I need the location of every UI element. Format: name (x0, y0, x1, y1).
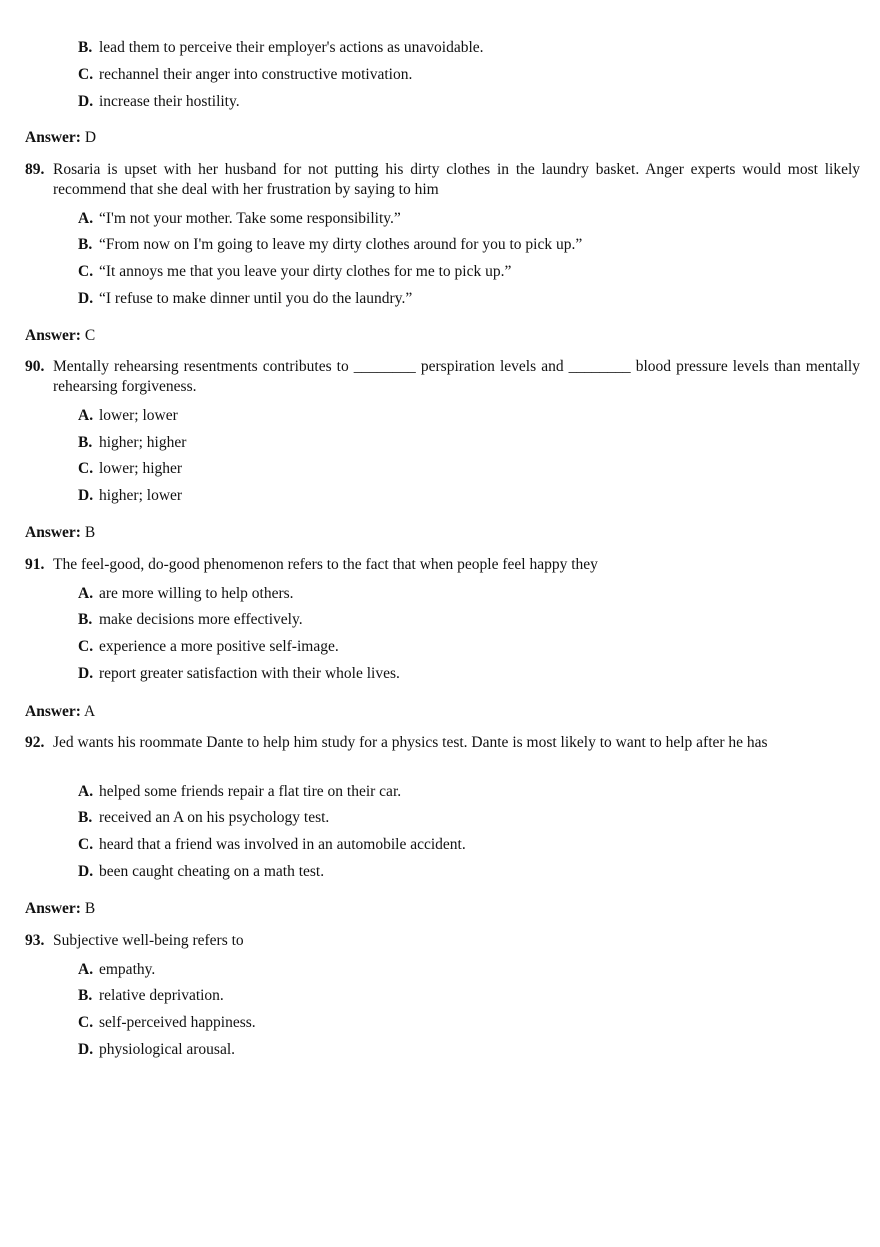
option-c (78, 65, 858, 85)
option-a (78, 782, 858, 802)
answer-line (25, 523, 95, 543)
option-letter: C. (78, 460, 94, 477)
option-d (78, 862, 858, 882)
question-number: 92. (25, 734, 45, 751)
question-92 (25, 733, 860, 753)
answer-value: B (84, 900, 96, 917)
option-text: heard that a friend was involved in an automobile accident. (99, 836, 466, 853)
question-90 (25, 357, 860, 397)
question-93 (25, 931, 860, 951)
option-letter: C. (78, 1014, 94, 1031)
question-91 (25, 555, 860, 575)
option-letter: D. (78, 665, 94, 682)
option-letter: B. (78, 39, 93, 56)
option-letter: B. (78, 987, 93, 1004)
question-stem: Rosaria is upset with her husband for not putting his dirty clothes in the laundry basket. Anger experts would most likely recommend that she deal with her frustration by saying to him (53, 161, 860, 198)
option-letter: C. (78, 263, 94, 280)
answer-label: Answer: (25, 900, 81, 917)
option-text: “It annoys me that you leave your dirty clothes for me to pick up.” (99, 263, 512, 280)
option-letter: D. (78, 1041, 94, 1058)
option-letter: C. (78, 66, 94, 83)
option-c (78, 835, 858, 855)
option-letter: D. (78, 290, 94, 307)
option-letter: B. (78, 809, 93, 826)
option-letter: A. (78, 961, 94, 978)
option-letter: A. (78, 210, 94, 227)
question-stem: Subjective well-being refers to (53, 932, 244, 949)
option-b (78, 38, 858, 58)
question-number: 91. (25, 556, 45, 573)
option-c (78, 1013, 858, 1033)
option-text: been caught cheating on a math test. (99, 863, 325, 880)
answer-label: Answer: (25, 327, 81, 344)
option-text: “I'm not your mother. Take some responsibility.” (99, 210, 401, 227)
option-letter: C. (78, 638, 94, 655)
option-d (78, 1040, 858, 1060)
option-text: “I refuse to make dinner until you do the laundry.” (99, 290, 413, 307)
option-a (78, 584, 858, 604)
answer-line (25, 899, 95, 919)
option-text: relative deprivation. (99, 987, 224, 1004)
option-c (78, 262, 858, 282)
option-c (78, 637, 858, 657)
option-text: lower; lower (99, 407, 178, 424)
option-text: increase their hostility. (99, 93, 240, 110)
option-letter: D. (78, 863, 94, 880)
option-letter: B. (78, 611, 93, 628)
question-89 (25, 160, 860, 200)
answer-line (25, 128, 96, 148)
answer-label: Answer: (25, 129, 81, 146)
option-text: helped some friends repair a flat tire on their car. (99, 783, 402, 800)
answer-value: D (84, 129, 97, 146)
option-c (78, 459, 858, 479)
question-stem: Jed wants his roommate Dante to help him study for a physics test. Dante is most likely to want to help after he has (53, 734, 768, 751)
option-letter: D. (78, 487, 94, 504)
answer-value: A (84, 703, 96, 720)
answer-line (25, 326, 95, 346)
option-text: are more willing to help others. (99, 585, 294, 602)
option-text: make decisions more effectively. (99, 611, 303, 628)
option-letter: A. (78, 585, 94, 602)
answer-value: C (84, 327, 96, 344)
option-letter: C. (78, 836, 94, 853)
option-letter: B. (78, 434, 93, 451)
option-b (78, 986, 858, 1006)
answer-label: Answer: (25, 524, 81, 541)
option-text: lead them to perceive their employer's actions as unavoidable. (99, 39, 484, 56)
option-text: physiological arousal. (99, 1041, 236, 1058)
question-stem: Mentally rehearsing resentments contributes to ________ perspiration levels and ________ blood pressure levels than mentally rehearsing forgiveness. (53, 358, 860, 395)
option-b (78, 433, 858, 453)
question-stem: The feel-good, do-good phenomenon refers to the fact that when people feel happy they (53, 556, 598, 573)
option-d (78, 486, 858, 506)
option-b (78, 235, 858, 255)
option-a (78, 209, 858, 229)
option-text: received an A on his psychology test. (99, 809, 330, 826)
answer-value: B (84, 524, 96, 541)
option-text: report greater satisfaction with their whole lives. (99, 665, 400, 682)
option-text: higher; lower (99, 487, 183, 504)
option-text: empathy. (99, 961, 156, 978)
option-text: experience a more positive self-image. (99, 638, 339, 655)
option-b (78, 610, 858, 630)
option-text: rechannel their anger into constructive motivation. (99, 66, 413, 83)
option-a (78, 960, 858, 980)
option-letter: B. (78, 236, 93, 253)
option-letter: A. (78, 783, 94, 800)
option-b (78, 808, 858, 828)
option-text: self-perceived happiness. (99, 1014, 256, 1031)
option-d (78, 664, 858, 684)
answer-label: Answer: (25, 703, 81, 720)
question-number: 90. (25, 358, 45, 375)
option-d (78, 289, 858, 309)
option-text: lower; higher (99, 460, 183, 477)
option-text: higher; higher (99, 434, 187, 451)
option-d (78, 92, 858, 112)
answer-line (25, 702, 95, 722)
option-text: “From now on I'm going to leave my dirty clothes around for you to pick up.” (99, 236, 583, 253)
option-letter: D. (78, 93, 94, 110)
option-letter: A. (78, 407, 94, 424)
option-a (78, 406, 858, 426)
question-number: 93. (25, 932, 45, 949)
question-number: 89. (25, 161, 45, 178)
